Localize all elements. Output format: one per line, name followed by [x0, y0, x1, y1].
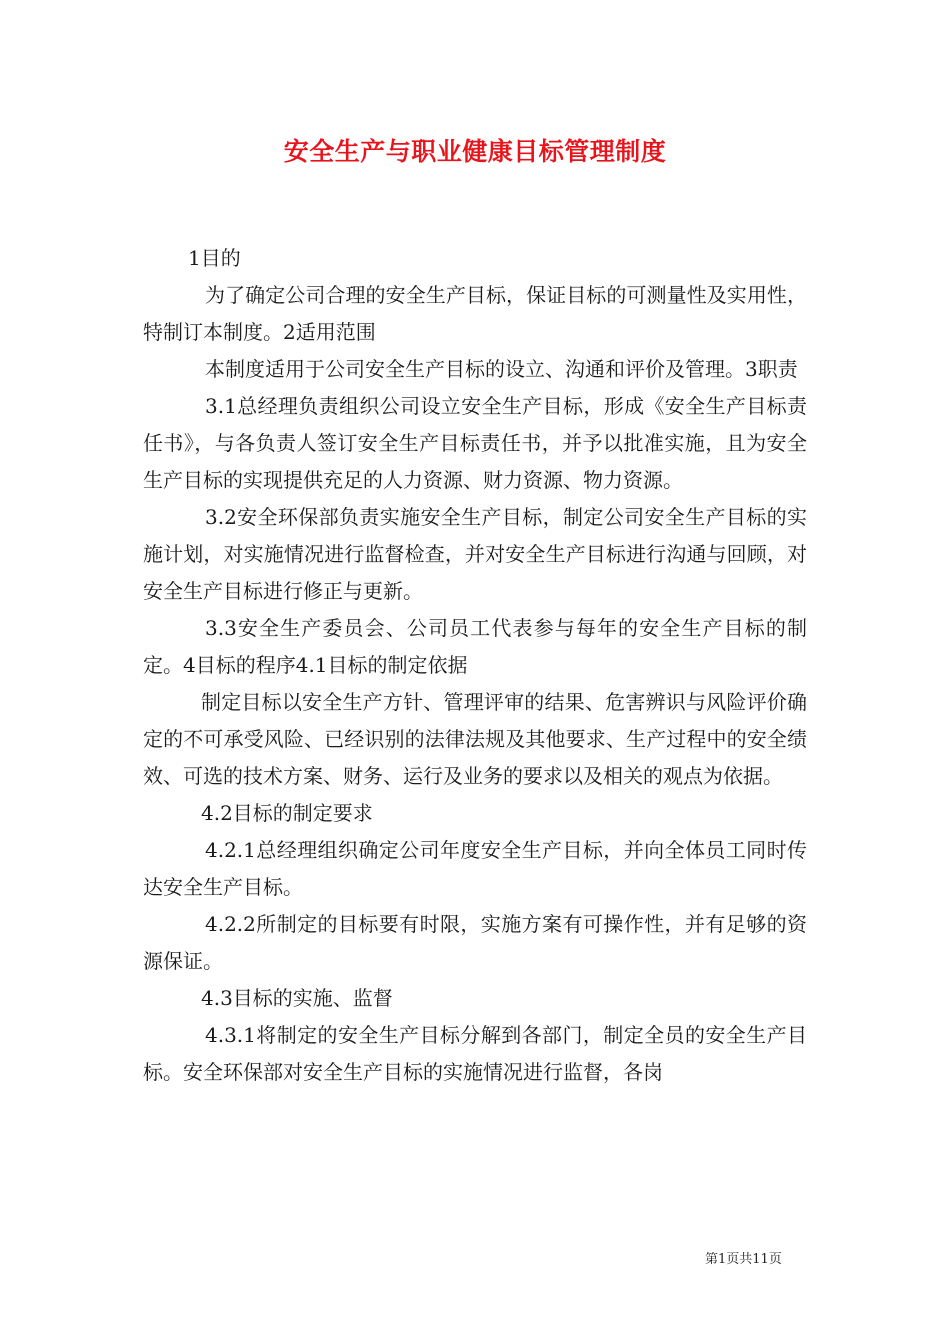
paragraph-4-3-heading: 4.3目标的实施、监督 — [201, 986, 393, 1010]
page-number-footer: 第1页共11页 — [705, 1252, 782, 1267]
paragraph-3-2: 3.2安全环保部负责实施安全生产目标，制定公司安全生产目标的实施计划，对实施情况进行监督检查，并对安全生产目标进行沟通与回顾，对安全生产目标进行修正与更新。 — [143, 505, 807, 603]
paragraph-4-2-heading: 4.2目标的制定要求 — [201, 801, 373, 825]
document-title: 安全生产与职业健康目标管理制度 — [283, 137, 667, 166]
paragraph-4-2-2: 4.2.2所制定的目标要有时限，实施方案有可操作性，并有足够的资源保证。 — [143, 912, 807, 973]
paragraph-purpose: 为了确定公司合理的安全生产目标，保证目标的可测量性及实用性，特制订本制度。2适用范围 — [143, 283, 807, 344]
paragraph-3-1: 3.1总经理负责组织公司设立安全生产目标，形成《安全生产目标责任书》，与各负责人签订安全生产目标责任书，并予以批准实施，且为安全生产目标的实现提供充足的人力资源、财力资源、物力资源。 — [143, 394, 807, 492]
paragraph-4-3-1: 4.3.1将制定的安全生产目标分解到各部门，制定全员的安全生产目标。安全环保部对安全生产目标的实施情况进行监督，各岗 — [143, 1023, 807, 1084]
paragraph-4-1-content: 制定目标以安全生产方针、管理评审的结果、危害辨识与风险评价确定的不可承受风险、已经识别的法律法规及其他要求、生产过程中的安全绩效、可选的技术方案、财务、运行及业务的要求以及相关的观点为依据。 — [143, 690, 807, 788]
document-body — [143, 240, 807, 1091]
paragraph-4-2-1: 4.2.1总经理组织确定公司年度安全生产目标，并向全体员工同时传达安全生产目标。 — [143, 838, 807, 899]
paragraph-purpose-heading: 1目的 — [188, 246, 241, 270]
paragraph-3-3: 3.3安全生产委员会、公司员工代表参与每年的安全生产目标的制定。4目标的程序4.1目标的制定依据 — [143, 616, 807, 677]
paragraph-scope: 本制度适用于公司安全生产目标的设立、沟通和评价及管理。3职责 — [205, 357, 798, 381]
